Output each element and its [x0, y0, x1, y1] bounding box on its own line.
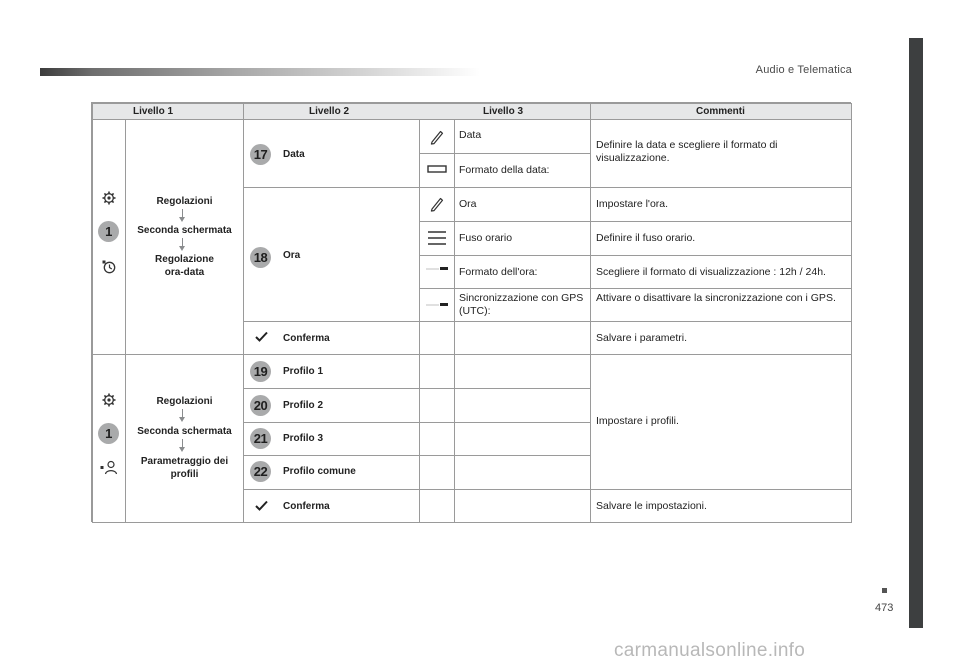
gear-icon: [102, 191, 116, 205]
option-label: Sincronizzazione con GPS (UTC):: [459, 292, 584, 317]
setting-label: Ora: [283, 250, 301, 261]
side-rail: [909, 38, 923, 628]
column-header-comments: Commenti: [590, 103, 852, 120]
rectangle-icon: [427, 165, 447, 174]
pencil-icon: [429, 129, 445, 145]
step-badge: 17: [250, 144, 271, 165]
menu-path-step: Regolazioni: [156, 196, 213, 207]
settings-table: [91, 102, 851, 522]
section-title: Audio e Telematica: [755, 64, 852, 76]
comment-text: Impostare l'ora.: [596, 198, 669, 210]
label-cell: [454, 455, 591, 490]
level2-menu-cell-block2: [125, 354, 244, 523]
profile-icon: [100, 460, 118, 475]
setting-label: Data: [283, 149, 305, 160]
step-badge: 18: [250, 247, 271, 268]
option-label: Formato della data:: [459, 164, 550, 176]
icon-cell: [419, 422, 455, 456]
arrow-down-icon: [182, 209, 183, 218]
setting-label: Profilo 1: [283, 366, 324, 377]
column-header-level2-3: [243, 103, 591, 120]
checkmark-icon: [255, 500, 268, 511]
option-label: Fuso orario: [459, 232, 513, 244]
arrow-down-icon: [182, 238, 183, 247]
setting-label: Profilo 3: [283, 433, 324, 444]
list-icon: [428, 230, 446, 246]
label-cell: [454, 422, 591, 456]
comment-text: Salvare i parametri.: [596, 332, 688, 344]
row-conferma-1: [243, 321, 420, 355]
option-label: Data: [459, 129, 482, 141]
label-cell: [454, 489, 591, 523]
gear-icon: [102, 393, 116, 407]
icon-cell: [419, 455, 455, 490]
step-badge: 1: [98, 423, 119, 444]
step-badge: 20: [250, 395, 271, 416]
step-badge: 21: [250, 428, 271, 449]
toggle-icon: [426, 302, 448, 308]
icon-cell: [419, 255, 455, 289]
menu-path-step: Parametraggio dei: [140, 456, 229, 467]
comment-text: Scegliere il formato di visualizzazione : 12h / 24h.: [596, 266, 826, 278]
step-badge: 22: [250, 461, 271, 482]
comment-text: Salvare le impostazioni.: [596, 500, 707, 512]
label-cell: [454, 321, 591, 355]
icon-cell: [419, 354, 455, 389]
page-marker: [882, 588, 887, 593]
step-badge: 19: [250, 361, 271, 382]
menu-path-step: ora-data: [164, 267, 205, 278]
pencil-icon: [429, 196, 445, 212]
page-number: 473: [875, 602, 894, 614]
option-label: Ora: [459, 198, 477, 210]
icon-cell: [419, 388, 455, 423]
comment-text: Definire la data e scegliere il formato di visualizzazione.: [596, 139, 778, 164]
level2-menu-cell-block1: [125, 119, 244, 355]
label-cell: [454, 388, 591, 423]
column-header-level1: Livello 1: [92, 103, 244, 120]
menu-path-step: profili: [170, 469, 199, 480]
header-gradient-bar: [40, 68, 480, 76]
row-conferma-2: [243, 489, 420, 523]
column-header-level2: Livello 2: [309, 106, 350, 117]
icon-cell: [419, 489, 455, 523]
arrow-down-icon: [182, 409, 183, 418]
label-cell: [454, 354, 591, 389]
menu-path-step: Seconda schermata: [137, 426, 232, 437]
checkmark-icon: [255, 331, 268, 342]
setting-label: Profilo 2: [283, 400, 324, 411]
toggle-icon: [426, 266, 448, 272]
column-header-level3: Livello 3: [483, 106, 524, 117]
watermark: carmanualsonline.info: [614, 640, 806, 661]
menu-path-step: Regolazioni: [156, 396, 213, 407]
setting-label: Conferma: [283, 333, 330, 344]
step-badge: 1: [98, 221, 119, 242]
option-label: Formato dell'ora:: [459, 266, 538, 278]
comment-text: Impostare i profili.: [596, 415, 679, 427]
comment-text: Definire il fuso orario.: [596, 232, 696, 244]
menu-path-step: Regolazione: [155, 254, 214, 265]
arrow-down-icon: [182, 439, 183, 448]
clock-icon: [102, 260, 116, 274]
setting-label: Profilo comune: [283, 466, 356, 477]
menu-path-step: Seconda schermata: [137, 225, 232, 236]
setting-label: Conferma: [283, 501, 330, 512]
icon-cell: [419, 321, 455, 355]
comment-text: Attivare o disattivare la sincronizzazione con i GPS.: [596, 292, 836, 304]
